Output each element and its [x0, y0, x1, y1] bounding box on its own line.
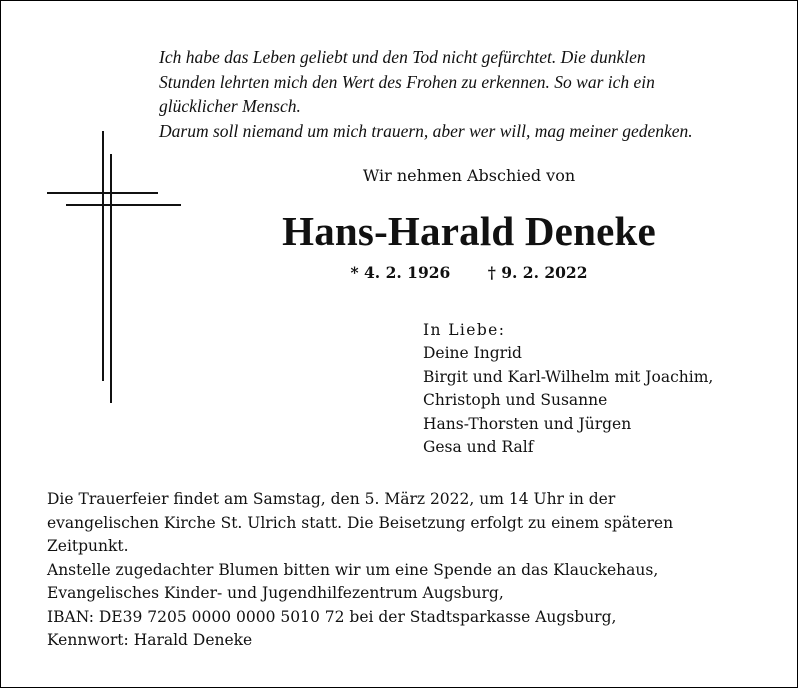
donation-line: Anstelle zugedachter Blumen bitten wir um eine Spende an das Klauckehaus,: [47, 560, 659, 579]
poem-line: Darum soll niemand um mich trauern, aber wer will, mag meiner gedenken.: [159, 120, 693, 141]
poem-line: Stunden lehrten mich den Wert des Frohen zu erkennen. So war ich ein: [159, 71, 655, 92]
birth-date: * 4. 2. 1926: [350, 263, 451, 282]
mourners-signature: [423, 319, 783, 459]
poem-line: Ich habe das Leben geliebt und den Tod nicht gefürchtet. Die dunklen: [159, 47, 646, 67]
mourner-line: Deine Ingrid: [423, 344, 522, 363]
donation-iban-line: IBAN: DE39 7205 0000 0000 5010 72 bei der Stadtsparkasse Augsburg,: [47, 607, 617, 626]
service-line: Zeitpunkt.: [47, 537, 129, 555]
mourner-line: Christoph und Susanne: [423, 391, 608, 410]
deceased-name: Hans-Harald Deneke: [282, 208, 656, 254]
donation-line: Evangelisches Kinder- und Jugendhilfezentrum Augsburg,: [47, 584, 504, 602]
donation-keyword-line: Kennwort: Harald Deneke: [47, 631, 253, 649]
poem-quote: [159, 45, 779, 143]
farewell-intro: Wir nehmen Abschied von: [362, 166, 576, 185]
mourner-line: Hans-Thorsten und Jürgen: [423, 414, 632, 433]
cross-horizontal-bar-bottom: [66, 204, 181, 206]
life-dates: [1, 263, 800, 283]
cross-horizontal-bar-top: [47, 192, 158, 194]
mourner-line: Gesa und Ralf: [423, 438, 534, 457]
mourner-line: Birgit und Karl-Wilhelm mit Joachim,: [423, 367, 714, 386]
death-date: † 9. 2. 2022: [487, 263, 588, 282]
poem-line: glücklicher Mensch.: [159, 96, 301, 116]
service-line: Die Trauerfeier findet am Samstag, den 5. März 2022, um 14 Uhr in der: [47, 490, 616, 508]
funeral-service-paragraph: [47, 488, 787, 559]
mourners-salutation: In Liebe:: [423, 321, 506, 339]
donation-paragraph: [47, 559, 787, 653]
service-line: evangelischen Kirche St. Ulrich statt. Die Beisetzung erfolgt zu einem späteren: [47, 513, 674, 532]
service-information: [47, 488, 787, 653]
